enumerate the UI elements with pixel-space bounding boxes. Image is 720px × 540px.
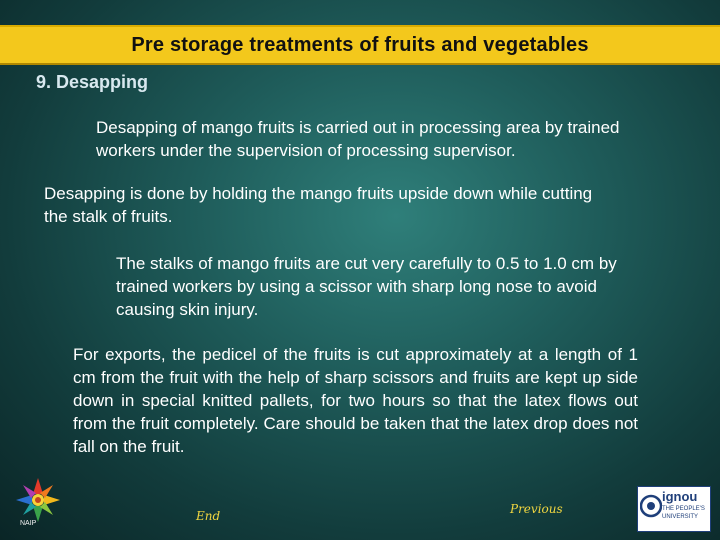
paragraph-2: Desapping is done by holding the mango fruits upside down while cutting the stalk of fruits. [44,184,593,226]
naip-emblem-icon [6,476,70,522]
end-link[interactable]: End [196,509,221,523]
section-heading: 9. Desapping [36,72,149,92]
paragraph-4: For exports, the pedicel of the fruits is cut approximately at a length of 1 cm from the fruit with the help of sharp scissors and fruits are kept up side down in special knitted pallets, for two hours so that the latex flows out from the fruit completely. Care should be taken that the latex drop does not fall on the fruit. [73,345,638,456]
ignou-emblem-icon [640,493,662,519]
title-bar [0,25,720,65]
naip-logo [6,476,70,534]
ignou-logo-word: ignou [662,489,698,504]
slide-title: Pre storage treatments of fruits and vegetables [131,33,589,56]
paragraph-3: The stalks of mango fruits are cut very carefully to 0.5 to 1.0 cm by trained workers by using a scissor with sharp long nose to avoid causing skin injury. [116,254,617,319]
naip-logo-text: NAIP [20,520,37,527]
ignou-logo [637,486,711,532]
ignou-logo-subtext: THE PEOPLE'S UNIVERSITY [662,506,705,520]
previous-link[interactable]: Previous [510,502,563,516]
paragraph-1: Desapping of mango fruits is carried out in processing area by trained workers under the supervision of processing supervisor. [96,118,620,160]
